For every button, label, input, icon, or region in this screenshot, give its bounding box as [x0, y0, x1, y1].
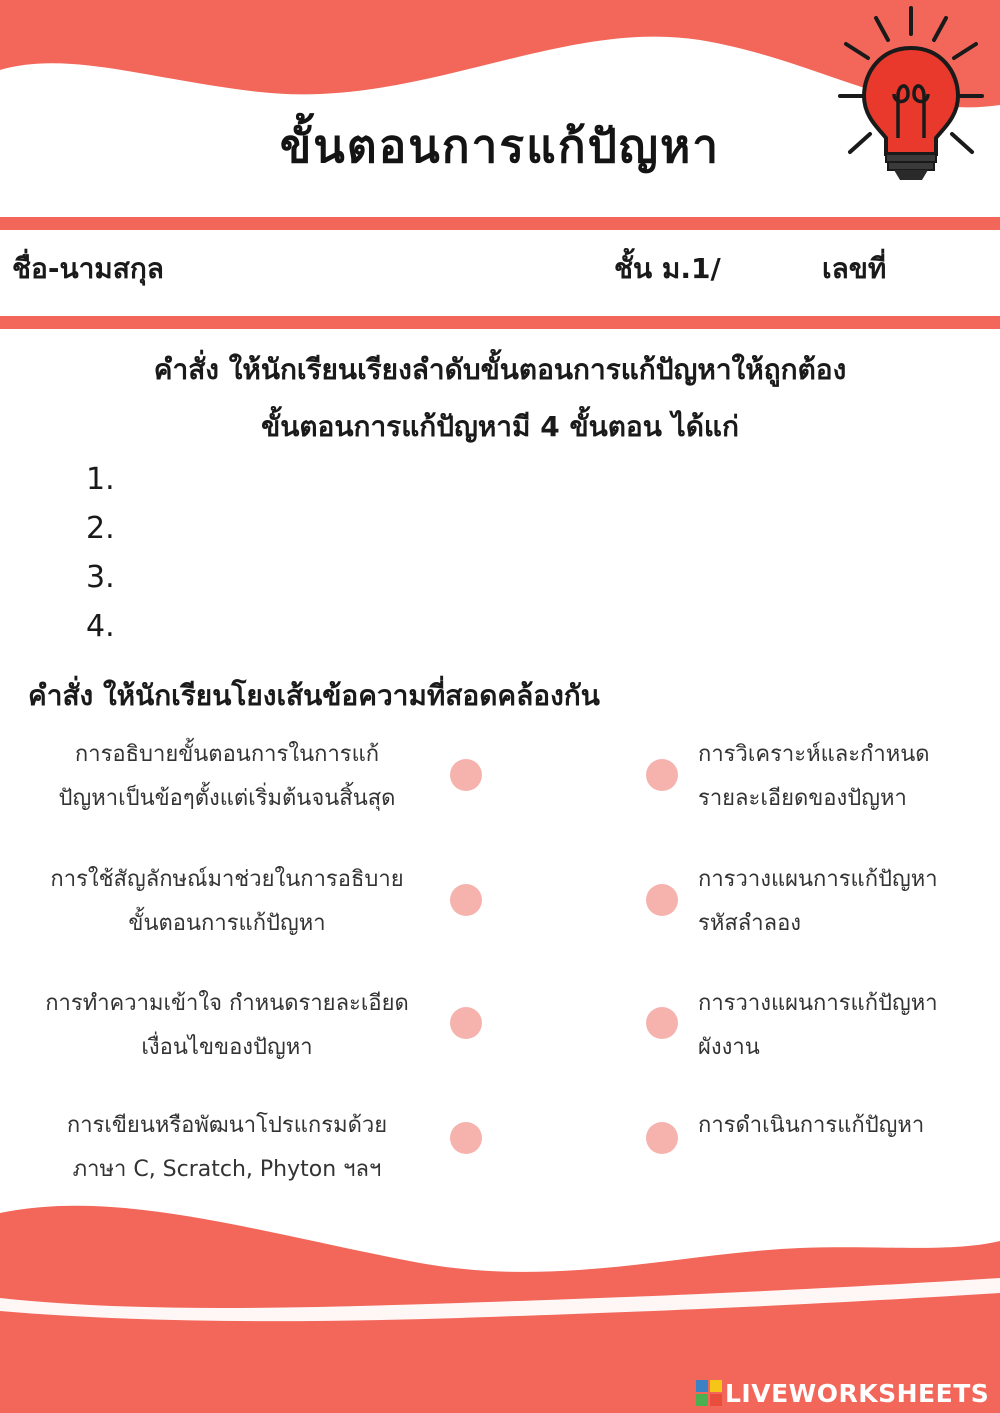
match-left-2-line2: ขั้นตอนการแก้ปัญหา: [128, 911, 326, 936]
match-left-4-line2: ภาษา C, Scratch, Phyton ฯลฯ: [72, 1157, 382, 1182]
match-left-item-4: [12, 1104, 442, 1192]
match-right-3-line2: ผังงาน: [698, 1035, 760, 1060]
ordering-item-3[interactable]: 3.: [86, 560, 115, 595]
match-right-1-line2: รายละเอียดของปัญหา: [698, 786, 907, 811]
liveworksheets-logo-text: LIVEWORKSHEETS: [725, 1378, 990, 1408]
match-left-4-line1: การเขียนหรือพัฒนาโปรแกรมด้วย: [66, 1113, 388, 1138]
page-title: ขั้นตอนการแก้ปัญหา: [279, 119, 721, 173]
match-left-item-2: [12, 858, 442, 946]
match-left-item-3: [12, 982, 442, 1070]
match-right-2-line1: การวางแผนการแก้ปัญหา: [698, 867, 938, 892]
match-left-dot-4[interactable]: [450, 1122, 482, 1154]
accent-band-bottom: [0, 316, 1000, 329]
liveworksheets-logo-icon: [696, 1380, 722, 1406]
match-right-dot-3[interactable]: [646, 1007, 678, 1039]
match-right-item-4: [698, 1104, 993, 1148]
ordering-instruction: คำสั่ง ให้นักเรียนเรียงลำดับขั้นตอนการแก้ปัญหาให้ถูกต้อง: [153, 353, 847, 386]
liveworksheets-logo[interactable]: [696, 1377, 989, 1409]
ordering-list: [86, 462, 115, 658]
name-label: ชื่อ-นามสกุล: [12, 252, 164, 285]
match-right-item-2: [698, 858, 993, 946]
lightbulb-icon: [836, 4, 986, 189]
student-info-row: [0, 247, 1000, 297]
ordering-item-2[interactable]: 2.: [86, 511, 115, 546]
match-left-item-1: [12, 733, 442, 821]
match-right-dot-2[interactable]: [646, 884, 678, 916]
accent-band-top: [0, 217, 1000, 230]
match-right-4-line1: การดำเนินการแก้ปัญหา: [698, 1113, 925, 1138]
ordering-prompt: ขั้นตอนการแก้ปัญหามี 4 ขั้นตอน ได้แก่: [261, 410, 739, 443]
match-left-3-line1: การทำความเข้าใจ กำหนดรายละเอียด: [45, 991, 409, 1016]
number-label: เลขที่: [822, 252, 887, 285]
matching-instruction: คำสั่ง ให้นักเรียนโยงเส้นข้อความที่สอดคล้องกัน: [28, 679, 600, 712]
match-left-dot-1[interactable]: [450, 759, 482, 791]
match-right-2-line2: รหัสลำลอง: [698, 911, 802, 936]
match-right-dot-4[interactable]: [646, 1122, 678, 1154]
match-left-dot-3[interactable]: [450, 1007, 482, 1039]
match-left-2-line1: การใช้สัญลักษณ์มาช่วยในการอธิบาย: [50, 867, 404, 892]
match-right-item-1: [698, 733, 993, 821]
ordering-item-4[interactable]: 4.: [86, 609, 115, 644]
ordering-item-1[interactable]: 1.: [86, 462, 115, 497]
match-right-3-line1: การวางแผนการแก้ปัญหา: [698, 991, 938, 1016]
match-left-dot-2[interactable]: [450, 884, 482, 916]
match-right-item-3: [698, 982, 993, 1070]
match-right-1-line1: การวิเคราะห์และกำหนด: [698, 742, 930, 767]
match-left-1-line1: การอธิบายขั้นตอนการในการแก้: [74, 742, 380, 767]
class-label: ชั้น ม.1/: [614, 252, 721, 285]
match-left-1-line2: ปัญหาเป็นข้อๆตั้งแต่เริ่มต้นจนสิ้นสุด: [58, 786, 396, 811]
match-right-dot-1[interactable]: [646, 759, 678, 791]
match-left-3-line2: เงื่อนไขของปัญหา: [141, 1035, 313, 1060]
